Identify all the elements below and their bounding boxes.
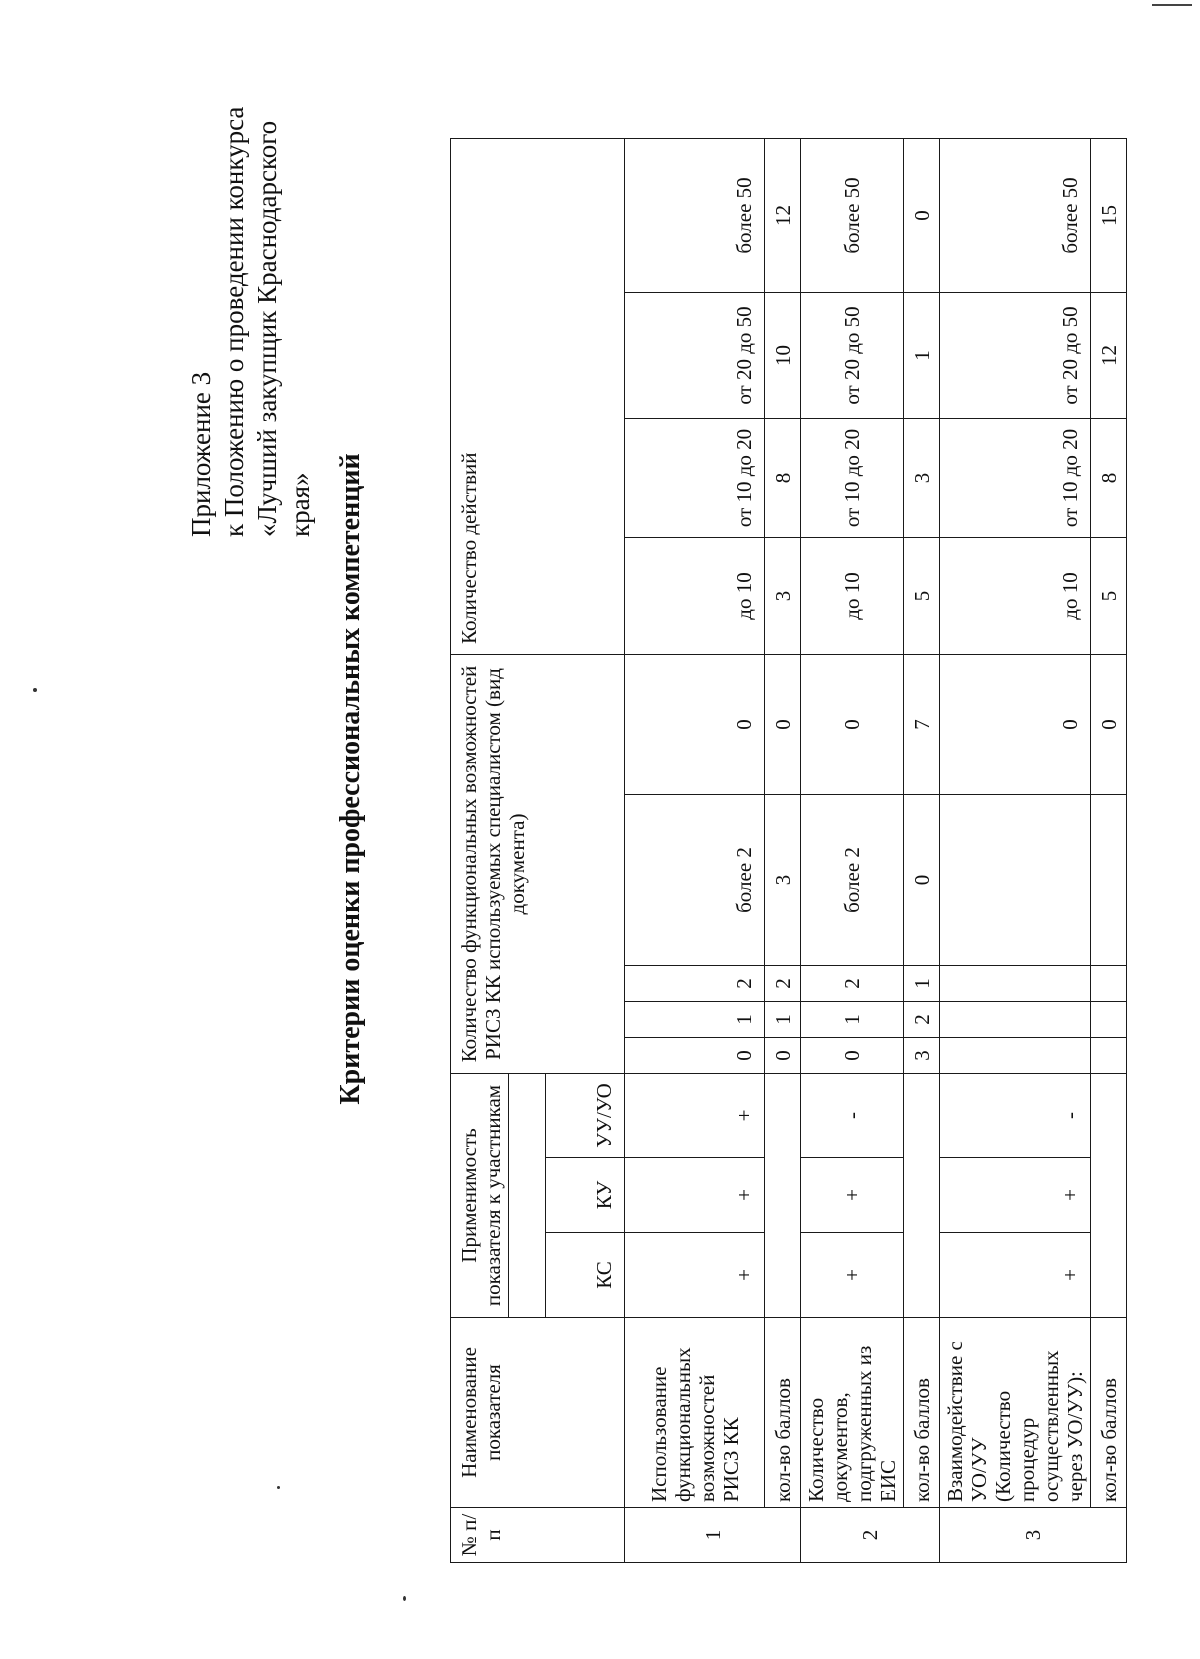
appendix-line-3: «Лучший закупщик Краснодарского края» — [252, 120, 315, 537]
row3-ap2: 8 — [1091, 419, 1127, 538]
header-uuuo: УУ/УО — [546, 1074, 625, 1158]
header-applicability-spacer — [509, 1074, 546, 1318]
row2-ap0: 7 — [904, 655, 940, 795]
table-row — [940, 139, 1091, 1563]
header-functions: Количество функциональных возможностей РИСЗ КК используемых специалистом (вид документа) — [451, 655, 625, 1074]
row3-ap1: 5 — [1091, 538, 1127, 655]
row1-ku: + — [625, 1158, 765, 1233]
row2-fp1: 2 — [904, 1002, 940, 1038]
row1-name: Использование функциональных возможностей РИСЗ КК — [625, 1318, 765, 1508]
row3-ap0: 0 — [1091, 655, 1127, 795]
page-title: Критерии оценки профессиональных компетенций — [335, 453, 366, 1105]
row2-a3: от 20 до 50 — [801, 293, 904, 419]
row3-ap3: 12 — [1091, 293, 1127, 419]
row1-ap2: 8 — [765, 419, 801, 538]
row2-score-spacer — [904, 1074, 940, 1318]
row1-fp1: 1 — [765, 1002, 801, 1038]
table-row — [801, 139, 904, 1563]
row1-ap1: 3 — [765, 538, 801, 655]
row3-fp-empty-3 — [1091, 795, 1127, 966]
row1-uuuo: + — [625, 1074, 765, 1158]
header-num: № п/п — [451, 1508, 625, 1563]
row2-ap4: 0 — [904, 139, 940, 293]
row2-num: 2 — [801, 1508, 940, 1563]
row3-a1: до 10 — [940, 538, 1091, 655]
row2-score-label: кол-во баллов — [904, 1318, 940, 1508]
row1-num: 1 — [625, 1508, 801, 1563]
appendix-line-1: Приложение 3 — [186, 371, 216, 537]
row1-fp0: 0 — [765, 1038, 801, 1074]
row2-fp3: 0 — [904, 795, 940, 966]
row3-fp-empty-0 — [1091, 1038, 1127, 1074]
scan-dot — [403, 1596, 406, 1601]
row3-score-spacer — [1091, 1074, 1127, 1318]
row3-f-empty-0 — [940, 1038, 1091, 1074]
row2-a4: более 50 — [801, 139, 904, 293]
row2-ap3: 1 — [904, 293, 940, 419]
row3-ku: + — [940, 1158, 1091, 1233]
row2-f3: более 2 — [801, 795, 904, 966]
row1-score-label: кол-во баллов — [765, 1318, 801, 1508]
scan-dot — [277, 1486, 280, 1489]
row1-ks: + — [625, 1233, 765, 1318]
row3-fp-empty-2 — [1091, 966, 1127, 1002]
row2-ap1: 5 — [904, 538, 940, 655]
table-row — [904, 139, 940, 1563]
row3-num: 3 — [940, 1508, 1127, 1563]
row3-a0: 0 — [940, 655, 1091, 795]
row2-ks: + — [801, 1233, 904, 1318]
scan-dot — [33, 688, 37, 692]
row2-f2: 2 — [801, 966, 904, 1002]
row1-fp3: 3 — [765, 795, 801, 966]
scan-mark — [1152, 4, 1192, 6]
header-ks: КС — [546, 1233, 625, 1318]
row3-uuuo: - — [940, 1074, 1091, 1158]
row2-name: Количество документов, подгруженных из ЕИС — [801, 1318, 904, 1508]
criteria-table — [450, 138, 1127, 1563]
row3-a3: от 20 до 50 — [940, 293, 1091, 419]
table-row — [765, 139, 801, 1563]
row2-a0: 0 — [801, 655, 904, 795]
row3-a4: более 50 — [940, 139, 1091, 293]
row2-a1: до 10 — [801, 538, 904, 655]
row3-f-empty-3 — [940, 795, 1091, 966]
appendix-note — [185, 97, 317, 537]
row1-a3: от 20 до 50 — [625, 293, 765, 419]
row2-fp0: 3 — [904, 1038, 940, 1074]
row2-ap2: 3 — [904, 419, 940, 538]
row1-ap4: 12 — [765, 139, 801, 293]
row1-f2: 2 — [625, 966, 765, 1002]
row3-fp-empty-1 — [1091, 1002, 1127, 1038]
appendix-line-2: к Положению о проведении конкурса — [219, 106, 249, 537]
row3-ks: + — [940, 1233, 1091, 1318]
row1-a0: 0 — [625, 655, 765, 795]
table-header-row — [451, 139, 509, 1563]
table-row — [1091, 139, 1127, 1563]
table-row — [625, 139, 765, 1563]
row3-score-label: кол-во баллов — [1091, 1318, 1127, 1508]
row3-name: Взаимодействие с УО/УУ (Количество процедур осуществленных через УО/УУ): — [940, 1318, 1091, 1508]
row1-f0: 0 — [625, 1038, 765, 1074]
row1-ap3: 10 — [765, 293, 801, 419]
header-applicability: Применимость показателя к участникам — [451, 1074, 509, 1318]
row1-ap0: 0 — [765, 655, 801, 795]
row1-a1: до 10 — [625, 538, 765, 655]
row2-a2: от 10 до 20 — [801, 419, 904, 538]
row3-f-empty-2 — [940, 966, 1091, 1002]
row2-ku: + — [801, 1158, 904, 1233]
row3-f-empty-1 — [940, 1002, 1091, 1038]
row3-a2: от 10 до 20 — [940, 419, 1091, 538]
row2-f1: 1 — [801, 1002, 904, 1038]
header-name: Наименование показателя — [451, 1318, 625, 1508]
row1-fp2: 2 — [765, 966, 801, 1002]
row3-ap4: 15 — [1091, 139, 1127, 293]
row2-f0: 0 — [801, 1038, 904, 1074]
row2-uuuo: - — [801, 1074, 904, 1158]
header-actions: Количество действий — [451, 139, 625, 655]
row2-fp2: 1 — [904, 966, 940, 1002]
row1-f3: более 2 — [625, 795, 765, 966]
row1-score-spacer — [765, 1074, 801, 1318]
header-ku: КУ — [546, 1158, 625, 1233]
row1-a2: от 10 до 20 — [625, 419, 765, 538]
row1-f1: 1 — [625, 1002, 765, 1038]
row1-a4: более 50 — [625, 139, 765, 293]
